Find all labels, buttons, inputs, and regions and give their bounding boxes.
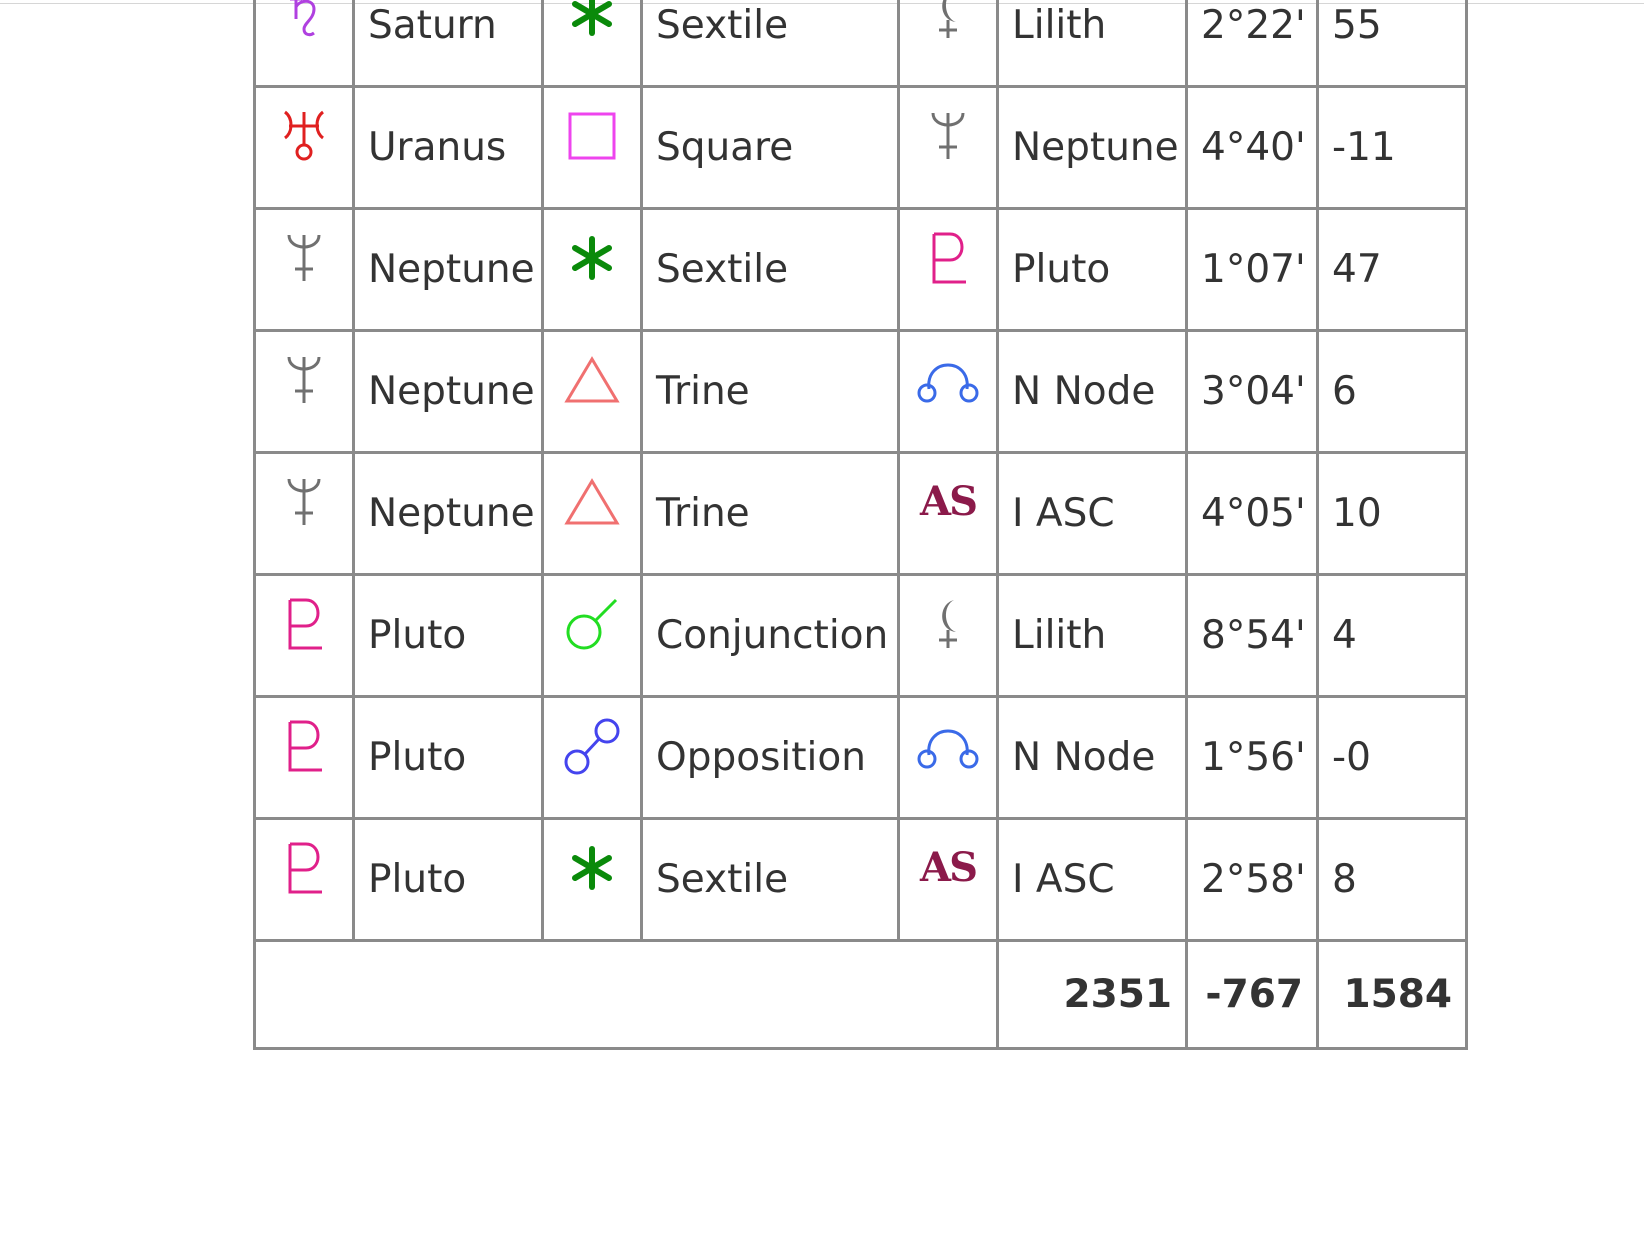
target-name: I ASC [998, 453, 1187, 575]
aspect-name: Square [642, 87, 899, 209]
total-positive: 2351 [998, 941, 1187, 1049]
total-negative: -767 [1187, 941, 1318, 1049]
table-row [255, 697, 1467, 819]
table-row [255, 331, 1467, 453]
score-value: 55 [1318, 0, 1467, 87]
planet-symbol-cell [255, 209, 354, 331]
neptune-icon [925, 107, 971, 165]
planet-name: Saturn [354, 0, 543, 87]
ascendant-icon: AS [920, 844, 976, 891]
lilith-icon [926, 0, 970, 42]
score-value: 6 [1318, 331, 1467, 453]
planet-name: Neptune [354, 453, 543, 575]
aspect-name: Opposition [642, 697, 899, 819]
score-value: 4 [1318, 575, 1467, 697]
pluto-icon [282, 596, 326, 652]
planet-symbol-cell [255, 331, 354, 453]
total-net: 1584 [1318, 941, 1467, 1049]
score-value: -0 [1318, 697, 1467, 819]
target-name: Pluto [998, 209, 1187, 331]
orb-value: 1°07' [1187, 209, 1318, 331]
totals-spacer [255, 941, 998, 1049]
planet-name: Neptune [354, 209, 543, 331]
target-symbol-cell [899, 209, 998, 331]
aspects-table [253, 0, 1468, 1050]
target-name: Lilith [998, 0, 1187, 87]
target-symbol-cell [899, 87, 998, 209]
target-symbol-cell [899, 453, 998, 575]
pluto-icon [926, 230, 970, 286]
orb-value: 3°04' [1187, 331, 1318, 453]
planet-symbol-cell [255, 87, 354, 209]
planet-name: Uranus [354, 87, 543, 209]
orb-value: 2°22' [1187, 0, 1318, 87]
saturn-icon [284, 0, 324, 39]
opposition-icon [563, 716, 621, 776]
neptune-icon [281, 229, 327, 287]
target-name: I ASC [998, 819, 1187, 941]
north-node-icon [915, 721, 981, 771]
target-name: N Node [998, 697, 1187, 819]
table-row [255, 453, 1467, 575]
sextile-icon [567, 843, 617, 893]
sextile-icon [567, 0, 617, 39]
north-node-icon [915, 355, 981, 405]
target-name: Neptune [998, 87, 1187, 209]
aspect-symbol-cell [543, 575, 642, 697]
planet-symbol-cell [255, 575, 354, 697]
aspect-name: Trine [642, 453, 899, 575]
orb-value: 4°05' [1187, 453, 1318, 575]
aspect-name: Sextile [642, 209, 899, 331]
aspect-symbol-cell [543, 87, 642, 209]
pluto-icon [282, 840, 326, 896]
planet-name: Pluto [354, 697, 543, 819]
orb-value: 4°40' [1187, 87, 1318, 209]
ascendant-icon: AS [920, 478, 976, 525]
target-name: Lilith [998, 575, 1187, 697]
target-symbol-cell [899, 819, 998, 941]
target-symbol-cell [899, 697, 998, 819]
table-row [255, 575, 1467, 697]
aspect-name: Sextile [642, 0, 899, 87]
target-symbol-cell [899, 575, 998, 697]
aspect-symbol-cell [543, 331, 642, 453]
trine-icon [563, 477, 621, 527]
pluto-icon [282, 718, 326, 774]
aspect-symbol-cell [543, 209, 642, 331]
conjunction-icon [564, 596, 620, 652]
table-row [255, 87, 1467, 209]
score-value: 10 [1318, 453, 1467, 575]
target-symbol-cell [899, 331, 998, 453]
aspect-symbol-cell [543, 697, 642, 819]
aspect-name: Sextile [642, 819, 899, 941]
planet-symbol-cell [255, 697, 354, 819]
score-value: 47 [1318, 209, 1467, 331]
neptune-icon [281, 473, 327, 531]
orb-value: 8°54' [1187, 575, 1318, 697]
orb-value: 2°58' [1187, 819, 1318, 941]
aspect-name: Trine [642, 331, 899, 453]
planet-symbol-cell [255, 819, 354, 941]
aspect-symbol-cell [543, 0, 642, 87]
trine-icon [563, 355, 621, 405]
score-value: 8 [1318, 819, 1467, 941]
table-row [255, 819, 1467, 941]
planet-name: Pluto [354, 819, 543, 941]
planet-symbol-cell [255, 453, 354, 575]
neptune-icon [281, 351, 327, 409]
sextile-icon [567, 233, 617, 283]
uranus-icon [279, 108, 329, 164]
target-symbol-cell [899, 0, 998, 87]
target-name: N Node [998, 331, 1187, 453]
totals-row [255, 941, 1467, 1049]
planet-symbol-cell [255, 0, 354, 87]
orb-value: 1°56' [1187, 697, 1318, 819]
square-icon [566, 110, 618, 162]
aspect-symbol-cell [543, 819, 642, 941]
table-row [255, 0, 1467, 87]
aspect-symbol-cell [543, 453, 642, 575]
aspect-name: Conjunction [642, 575, 899, 697]
table-row [255, 209, 1467, 331]
planet-name: Neptune [354, 331, 543, 453]
lilith-icon [926, 596, 970, 652]
score-value: -11 [1318, 87, 1467, 209]
planet-name: Pluto [354, 575, 543, 697]
